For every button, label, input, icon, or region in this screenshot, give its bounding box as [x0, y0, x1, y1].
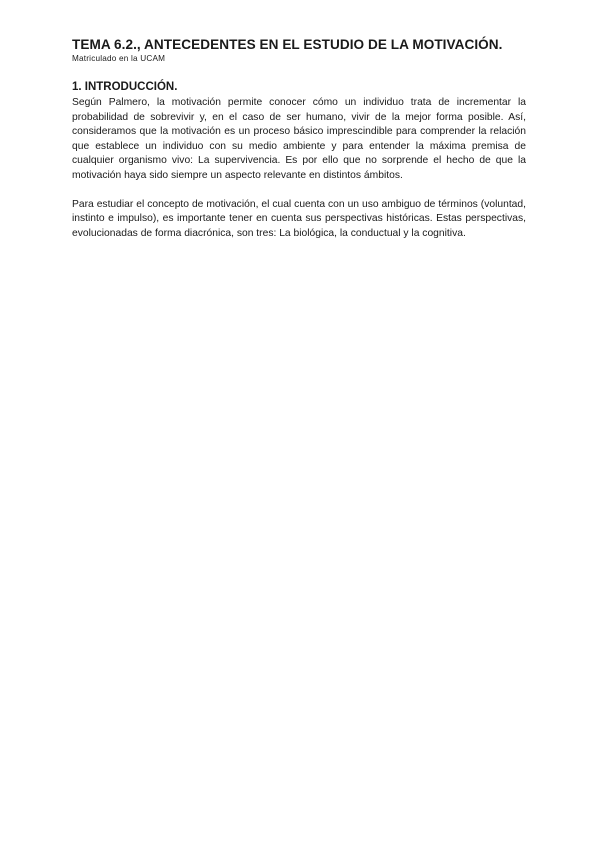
paragraph-intro: Según Palmero, la motivación permite conocer cómo un individuo trata de incrementar la probabilidad de sobrevivir y, en el caso de ser humano, vivir de la mejor forma posible. Así, consideramos que la motivación es un proceso básico imprescindible para comprender la relación que establece un individuo con su medio ambiente y para entender la máxima premisa de cualquier organismo vivo: La supervivencia. Es por ello que no sorprende el hecho de que la motivación haya sido siempre un aspecto relevante en distintos ámbitos.: [72, 97, 526, 181]
document-page: [72, 36, 526, 241]
document-title: TEMA 6.2., ANTECEDENTES EN EL ESTUDIO DE LA MOTIVACIÓN.: [72, 37, 503, 52]
document-subtitle: Matriculado en la UCAM: [72, 54, 166, 63]
section-heading: 1. INTRODUCCIÓN.: [72, 81, 178, 93]
paragraph-perspectives: Para estudiar el concepto de motivación, el cual cuenta con un uso ambiguo de términos (voluntad, instinto e impulso), es importante tener en cuenta sus perspectivas históricas. Estas perspectivas, evolucionadas de forma diacrónica, son tres: La biológica, la conductual y la cognitiva.: [72, 198, 526, 239]
